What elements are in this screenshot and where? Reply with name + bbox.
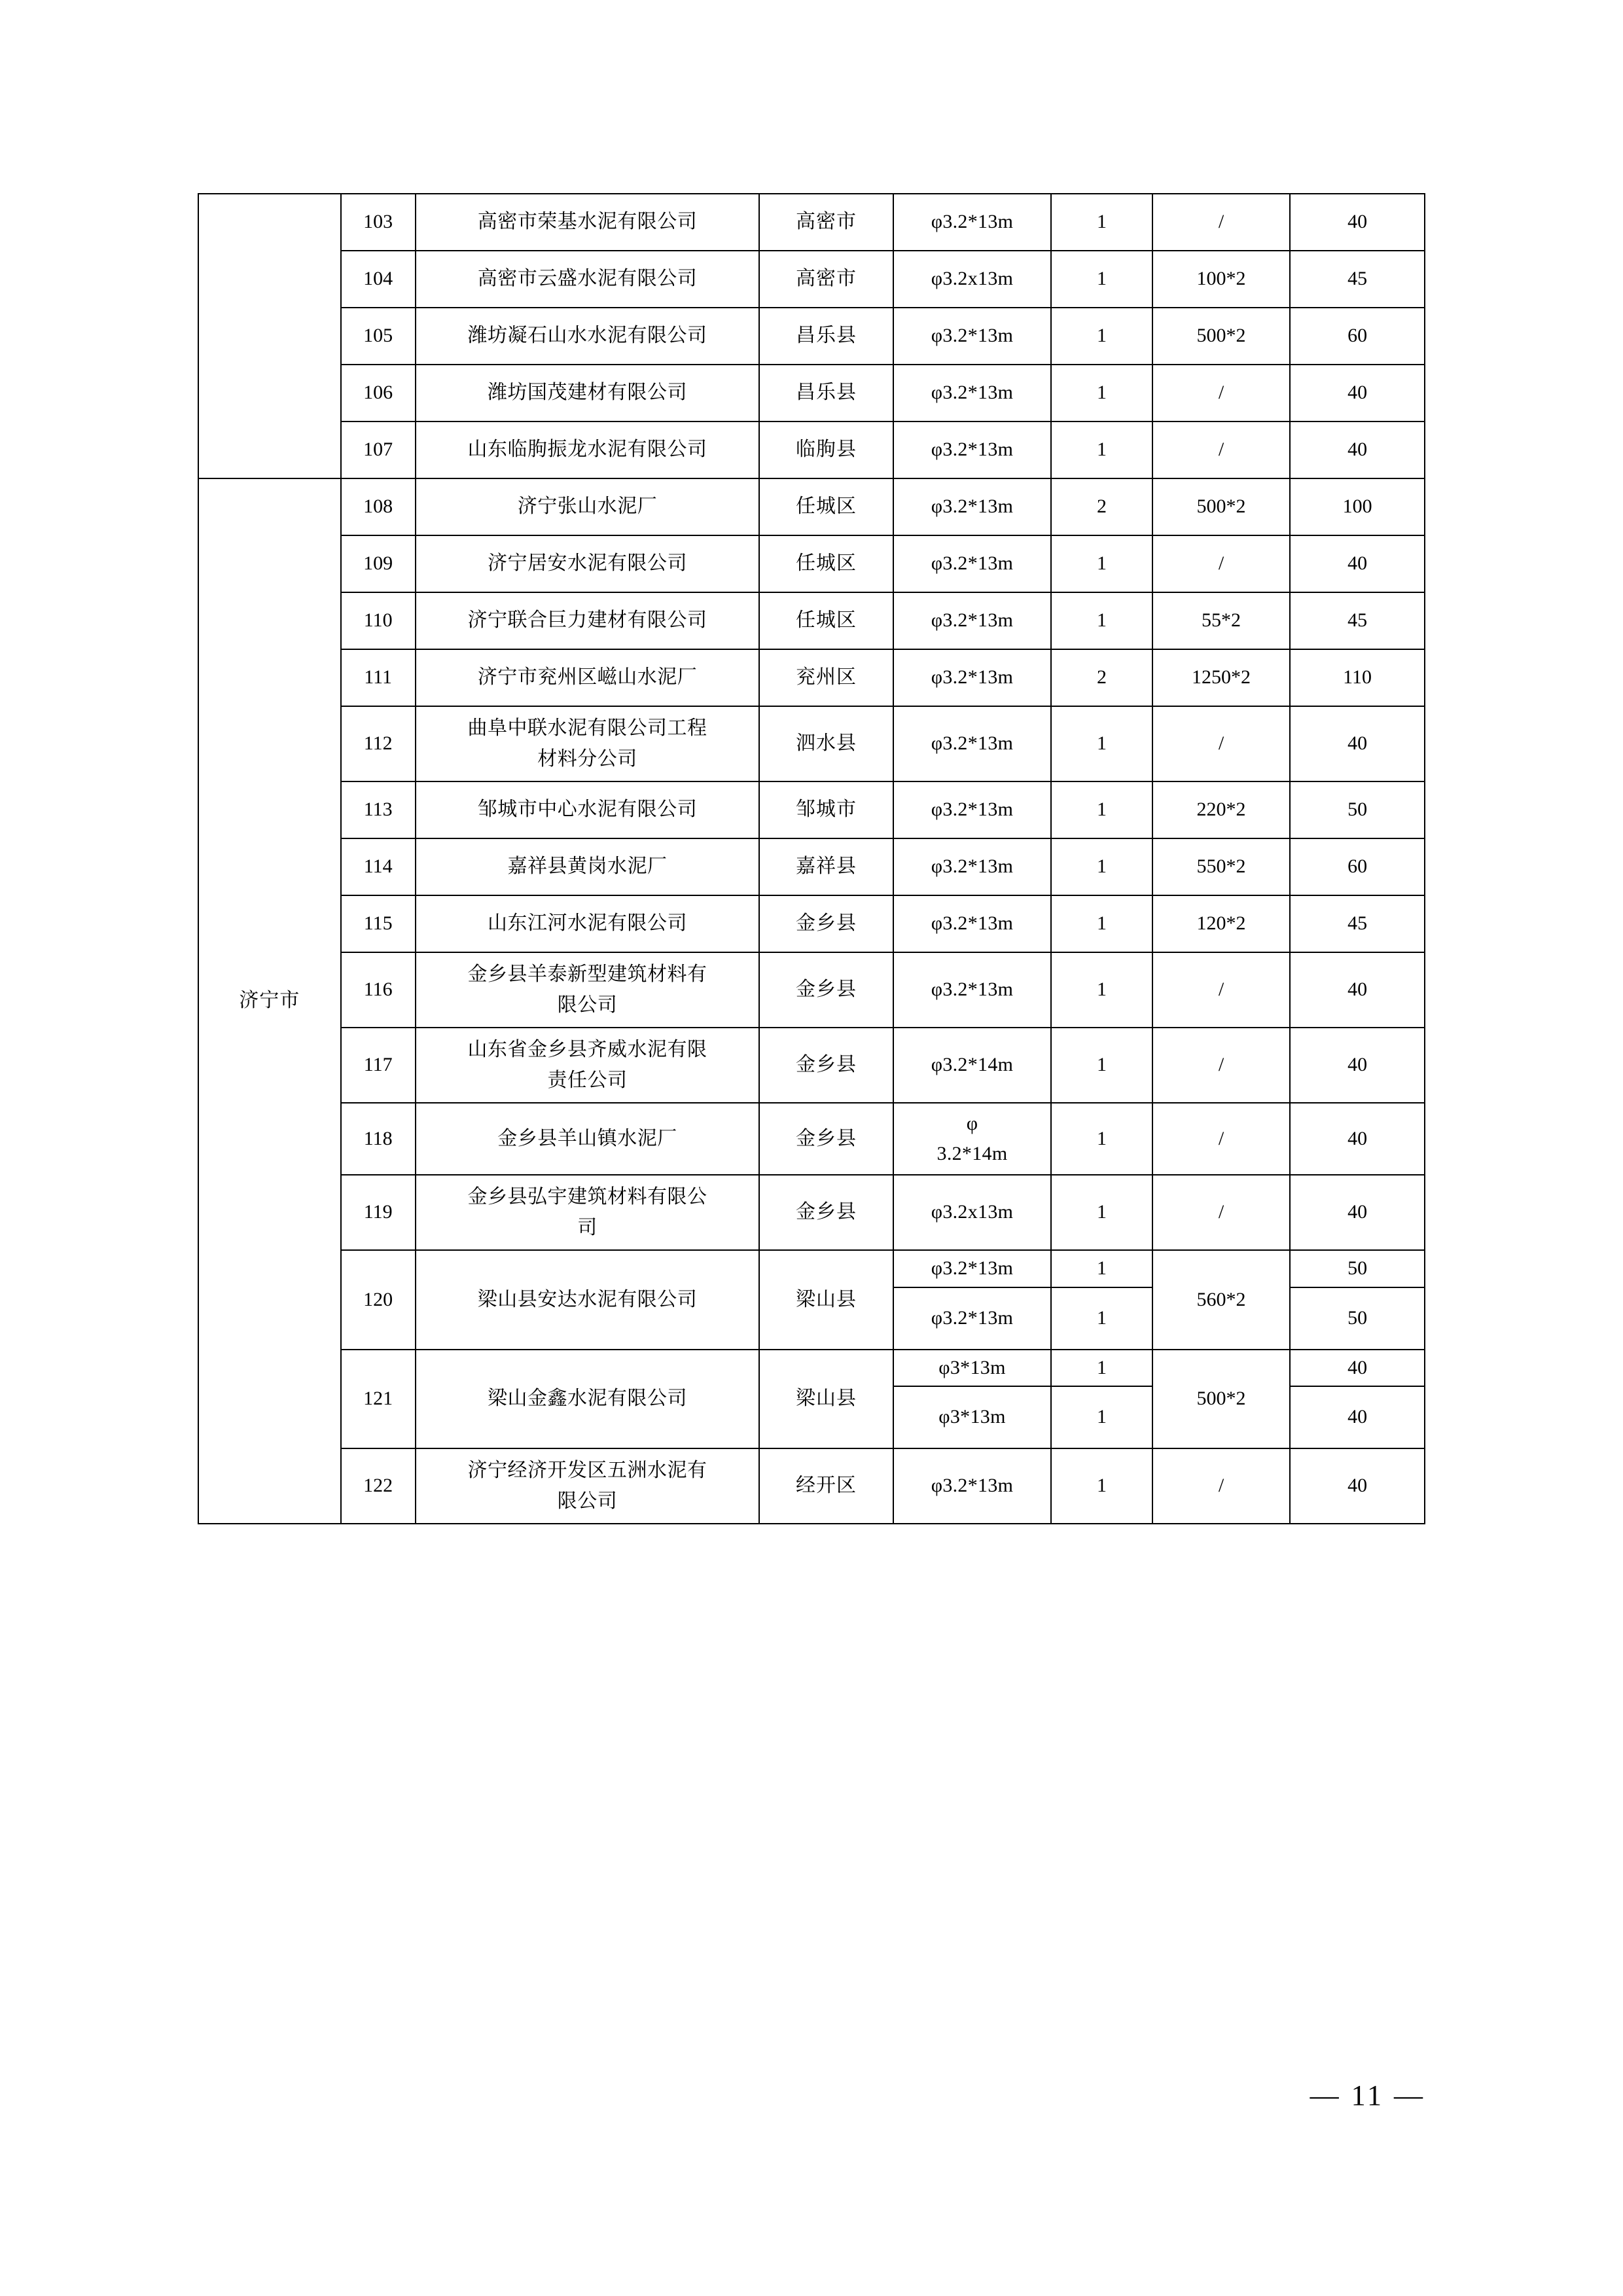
kiln-spec: φ3.2*13m [893,895,1051,952]
table-row [198,1350,1425,1387]
county-name: 金乡县 [759,1028,893,1103]
kiln-power: 120*2 [1152,895,1290,952]
company-name: 济宁市兖州区嵫山水泥厂 [416,649,760,706]
kiln-quantity: 1 [1051,838,1152,895]
company-name: 山东江河水泥有限公司 [416,895,760,952]
row-index: 112 [341,706,416,781]
county-name: 任城区 [759,535,893,592]
row-index: 116 [341,952,416,1028]
kiln-quantity: 1 [1051,365,1152,422]
kiln-spec: φ3.2*13m [893,422,1051,478]
page-number: — 11 — [1310,2079,1425,2111]
kiln-capacity: 40 [1290,952,1425,1028]
kiln-spec: φ3.2x13m [893,1175,1051,1250]
kiln-quantity: 1 [1051,1386,1152,1448]
kiln-quantity: 1 [1051,1103,1152,1175]
kiln-quantity: 1 [1051,592,1152,649]
county-name: 临朐县 [759,422,893,478]
kiln-spec-line1: φ [966,1112,978,1134]
kiln-capacity: 40 [1290,422,1425,478]
county-name: 高密市 [759,251,893,308]
kiln-power: 550*2 [1152,838,1290,895]
company-name: 济宁张山水泥厂 [416,478,760,535]
table-row [198,251,1425,308]
table-row [198,706,1425,781]
table-row [198,1448,1425,1524]
kiln-capacity: 40 [1290,535,1425,592]
kiln-quantity: 1 [1051,952,1152,1028]
kiln-quantity: 1 [1051,535,1152,592]
kiln-spec: φ3.2*13m [893,838,1051,895]
kiln-power: 500*2 [1152,308,1290,365]
kiln-spec: φ3.2*13m [893,952,1051,1028]
kiln-spec: φ3.2*13m [893,194,1051,251]
kiln-capacity: 40 [1290,1175,1425,1250]
county-name: 经开区 [759,1448,893,1524]
table-row [198,422,1425,478]
kiln-spec: φ3.2x13m [893,251,1051,308]
kiln-power: / [1152,365,1290,422]
row-index: 122 [341,1448,416,1524]
table-row [198,1028,1425,1103]
kiln-capacity: 110 [1290,649,1425,706]
table-row [198,308,1425,365]
kiln-capacity: 40 [1290,1448,1425,1524]
county-name: 梁山县 [759,1350,893,1449]
row-index: 108 [341,478,416,535]
cement-kiln-table-container [198,193,1425,1524]
company-name-line1: 山东省金乡县齐威水泥有限 [467,1039,707,1060]
company-name [416,1028,760,1103]
kiln-power: 55*2 [1152,592,1290,649]
kiln-quantity: 1 [1051,1350,1152,1387]
kiln-capacity: 60 [1290,308,1425,365]
kiln-quantity: 1 [1051,781,1152,838]
company-name: 梁山金鑫水泥有限公司 [416,1350,760,1449]
kiln-capacity: 40 [1290,194,1425,251]
county-name: 金乡县 [759,1103,893,1175]
kiln-power: / [1152,1175,1290,1250]
row-index: 106 [341,365,416,422]
kiln-spec: φ3.2*13m [893,308,1051,365]
kiln-quantity: 1 [1051,1175,1152,1250]
kiln-power: / [1152,1103,1290,1175]
company-name-line1: 济宁经济开发区五洲水泥有 [467,1460,707,1481]
county-name: 昌乐县 [759,365,893,422]
kiln-quantity: 1 [1051,1287,1152,1350]
table-row [198,535,1425,592]
kiln-power: 500*2 [1152,478,1290,535]
kiln-capacity: 50 [1290,1250,1425,1287]
kiln-quantity: 1 [1051,895,1152,952]
row-index: 113 [341,781,416,838]
company-name: 高密市荣基水泥有限公司 [416,194,760,251]
cement-kiln-table [198,193,1425,1524]
kiln-capacity: 40 [1290,1103,1425,1175]
company-name: 梁山县安达水泥有限公司 [416,1250,760,1350]
county-name: 梁山县 [759,1250,893,1350]
kiln-capacity: 40 [1290,365,1425,422]
kiln-capacity: 45 [1290,592,1425,649]
kiln-power: / [1152,952,1290,1028]
kiln-quantity: 2 [1051,649,1152,706]
kiln-quantity: 1 [1051,1250,1152,1287]
row-index: 103 [341,194,416,251]
kiln-spec: φ3.2*13m [893,781,1051,838]
kiln-quantity: 1 [1051,1448,1152,1524]
company-name-line1: 金乡县弘宇建筑材料有限公 [467,1186,707,1208]
kiln-capacity: 45 [1290,895,1425,952]
kiln-spec: φ3*13m [893,1350,1051,1387]
row-index: 107 [341,422,416,478]
company-name: 潍坊国茂建材有限公司 [416,365,760,422]
county-name: 高密市 [759,194,893,251]
kiln-spec [893,1103,1051,1175]
kiln-power: / [1152,1448,1290,1524]
region-cell-continued [198,194,341,478]
company-name [416,706,760,781]
company-name-line2: 责任公司 [547,1069,628,1091]
county-name: 金乡县 [759,1175,893,1250]
company-name [416,1175,760,1250]
table-body [198,194,1425,1524]
kiln-capacity: 40 [1290,706,1425,781]
row-index: 105 [341,308,416,365]
company-name: 邹城市中心水泥有限公司 [416,781,760,838]
company-name: 高密市云盛水泥有限公司 [416,251,760,308]
table-row [198,1175,1425,1250]
table-row [198,895,1425,952]
kiln-capacity: 40 [1290,1028,1425,1103]
kiln-capacity: 60 [1290,838,1425,895]
county-name: 昌乐县 [759,308,893,365]
kiln-spec: φ3.2*13m [893,1448,1051,1524]
county-name: 邹城市 [759,781,893,838]
kiln-spec: φ3.2*13m [893,592,1051,649]
kiln-capacity: 40 [1290,1350,1425,1387]
kiln-spec: φ3.2*13m [893,478,1051,535]
table-row [198,1250,1425,1287]
table-row [198,649,1425,706]
kiln-quantity: 1 [1051,251,1152,308]
kiln-power: 1250*2 [1152,649,1290,706]
kiln-quantity: 1 [1051,706,1152,781]
kiln-spec: φ3*13m [893,1386,1051,1448]
table-row [198,781,1425,838]
row-index: 121 [341,1350,416,1449]
kiln-capacity: 100 [1290,478,1425,535]
kiln-capacity: 45 [1290,251,1425,308]
row-index: 110 [341,592,416,649]
county-name: 金乡县 [759,952,893,1028]
company-name [416,952,760,1028]
row-index: 111 [341,649,416,706]
kiln-quantity: 1 [1051,308,1152,365]
kiln-power: / [1152,1028,1290,1103]
kiln-spec: φ3.2*13m [893,1287,1051,1350]
kiln-power: / [1152,535,1290,592]
company-name-line2: 司 [577,1216,597,1238]
kiln-spec: φ3.2*13m [893,706,1051,781]
row-index: 119 [341,1175,416,1250]
table-row [198,952,1425,1028]
table-row [198,365,1425,422]
row-index: 115 [341,895,416,952]
table-row [198,194,1425,251]
kiln-capacity: 50 [1290,1287,1425,1350]
company-name-line2: 材料分公司 [537,747,637,770]
county-name: 任城区 [759,478,893,535]
row-index: 120 [341,1250,416,1350]
kiln-capacity: 40 [1290,1386,1425,1448]
kiln-spec: φ3.2*13m [893,535,1051,592]
kiln-spec: φ3.2*13m [893,1250,1051,1287]
row-index: 109 [341,535,416,592]
company-name-line2: 限公司 [557,1490,618,1512]
kiln-quantity: 1 [1051,1028,1152,1103]
company-name: 济宁联合巨力建材有限公司 [416,592,760,649]
region-cell-jining: 济宁市 [198,478,341,1524]
county-name: 金乡县 [759,895,893,952]
kiln-power: / [1152,422,1290,478]
company-name [416,1448,760,1524]
county-name: 泗水县 [759,706,893,781]
row-index: 104 [341,251,416,308]
kiln-quantity: 2 [1051,478,1152,535]
kiln-power: / [1152,706,1290,781]
kiln-power: 100*2 [1152,251,1290,308]
company-name: 山东临朐振龙水泥有限公司 [416,422,760,478]
kiln-quantity: 1 [1051,422,1152,478]
row-index: 118 [341,1103,416,1175]
kiln-spec: φ3.2*13m [893,365,1051,422]
company-name-line1: 曲阜中联水泥有限公司工程 [467,717,707,739]
row-index: 117 [341,1028,416,1103]
kiln-spec-line2: 3.2*14m [936,1143,1008,1164]
company-name: 潍坊凝石山水水泥有限公司 [416,308,760,365]
company-name-line2: 限公司 [557,994,618,1016]
table-row [198,838,1425,895]
kiln-power: / [1152,194,1290,251]
company-name: 嘉祥县黄岗水泥厂 [416,838,760,895]
county-name: 任城区 [759,592,893,649]
table-row [198,1103,1425,1175]
table-row [198,592,1425,649]
kiln-quantity: 1 [1051,194,1152,251]
row-index: 114 [341,838,416,895]
county-name: 兖州区 [759,649,893,706]
company-name-line1: 金乡县羊泰新型建筑材料有 [467,963,707,985]
kiln-power: 500*2 [1152,1350,1290,1449]
company-name: 金乡县羊山镇水泥厂 [416,1103,760,1175]
company-name: 济宁居安水泥有限公司 [416,535,760,592]
kiln-spec: φ3.2*14m [893,1028,1051,1103]
kiln-power: 560*2 [1152,1250,1290,1350]
kiln-spec: φ3.2*13m [893,649,1051,706]
kiln-capacity: 50 [1290,781,1425,838]
table-row [198,478,1425,535]
county-name: 嘉祥县 [759,838,893,895]
kiln-power: 220*2 [1152,781,1290,838]
